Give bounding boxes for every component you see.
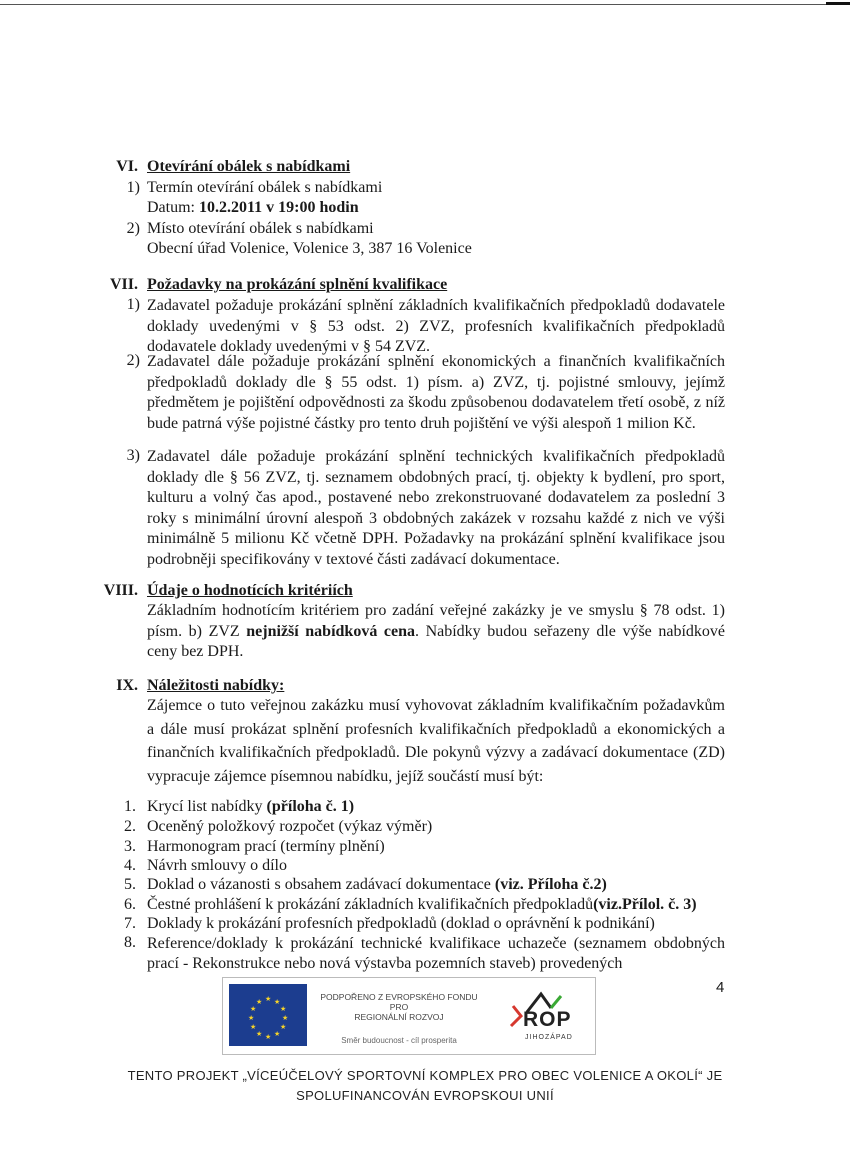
section-vii-title: Požadavky na prokázání splnění kvalifikace (147, 276, 448, 293)
criteria-bold: nejnižší nabídková cena (246, 622, 415, 640)
page-number: 4 (716, 979, 725, 996)
criteria-text-b: . Nabídky budou seřazeny dle výše nabídkové ceny bez DPH. (147, 622, 726, 660)
list-item-3-number: 3. (124, 838, 136, 855)
section-viii-text (147, 601, 725, 663)
list-item-5 (147, 876, 607, 894)
section-ix-text: Zájemce o tuto veřejnou zakázku musí vyhovovat základním kvalifikačním požadavkům a dále musí prokázat splnění profesních kvalifikačních předpokladů a ekonomických a finančních kvalifikačních předpokladů. Dle pokynů výzvy a zadávací dokumentace (ZD) vypracuje zájemce písemnou nabídku, jejíž součástí musí být: (147, 697, 725, 785)
banner-motto: Směr budoucnost - cíl prosperita (341, 1036, 457, 1045)
list-item-7-number: 7. (124, 915, 136, 932)
rop-region: JIHOZÁPAD (525, 1034, 573, 1041)
section-vii-item2-text: Zadavatel dále požaduje prokázání splnění ekonomických a finančních kvalifikačních předpokladů doklady dle § 55 odst. 1) písm. a) ZVZ, tj. pojistné smlouvy, jejímž předmětem je pojištění odpovědnosti za škodu způsobenou dodavatelem třetí osobě, z níž bude patrná výše pojistné částky pro tento druh pojištění ve výši alespoň 1 milion Kč. (147, 353, 725, 432)
list-item-8: Reference/doklady k prokázání technické kvalifikace uchazeče (seznamem obdobných prací - Rekonstrukce nebo nová výstavba pozemních staveb) provedených (147, 935, 725, 972)
banner-line-3: REGIONÁLNÍ ROZVOJ (354, 1012, 444, 1022)
list-item-8-number: 8. (124, 934, 136, 951)
list-item-6-number: 6. (124, 896, 136, 913)
list-item-5-number: 5. (124, 876, 136, 893)
section-viii-title: Údaje o hodnotících kritériích (147, 582, 353, 599)
criteria-text-a: Základním hodnotícím kritériem pro zadání veřejné zakázky je ve smyslu § 78 odst. 1) písm. b) ZVZ (147, 602, 725, 640)
rop-name: ROP (523, 1008, 572, 1031)
section-vi-title: Otevírání obálek s nabídkami (147, 158, 351, 175)
banner-line-2: PRO (389, 1002, 409, 1012)
list-item-2: Oceněný položkový rozpočet (výkaz výměr) (147, 818, 433, 835)
funding-banner (222, 977, 596, 1055)
section-vi-item1-number: 1) (126, 179, 140, 196)
list-item-5-text: Doklad o vázanosti s obsahem zadávací dokumentace (147, 876, 495, 893)
list-item-4-number: 4. (124, 857, 136, 874)
list-item-1-number: 1. (124, 798, 136, 815)
section-ix-title: Náležitosti nabídky: (147, 677, 285, 694)
section-vii-item1-text: Zadavatel požaduje prokázání splnění základních kvalifikačních předpokladů dodavatele doklady uvedenými v § 53 odst. 2) ZVZ, profesních kvalifikačních předpokladů dodavatele doklady uvedenými v § 54 ZVZ. (147, 297, 725, 355)
footer-line-2: SPOLUFINANCOVÁN EVROPSKOUI UNIÍ (296, 1088, 554, 1103)
list-item-7: Doklady k prokázání profesních předpokladů (doklad o oprávnění k podnikání) (147, 915, 655, 932)
section-vii-item3-text: Zadavatel dále požaduje prokázání splnění technických kvalifikačních předpokladů doklady dle § 56 ZVZ, tj. seznamem obdobných prací, tj. objekty k bydlení, pro sport, kulturu a volný čas apod., postavené nebo zrekonstruované dodavatelem za poslední 3 roky s minimální úrovní alespoň 3 obdobných zakázek v rozsahu každé z nich ve výši minimálně 5 milionu Kč včetně DPH. Požadavky na prokázání splnění kvalifikace jsou podrobněji specifikovány v textové části zadávací dokumentace. (147, 448, 725, 568)
section-vii-item3-number: 3) (126, 447, 140, 464)
section-vi-item2-text: Místo otevírání obálek s nabídkami (147, 220, 374, 237)
section-vii-number: VII. (109, 276, 138, 293)
list-item-1 (147, 798, 354, 816)
top-corner-mark (826, 2, 850, 5)
date-label: Datum: (147, 199, 199, 216)
list-item-6-bold: (viz.Přílol. č. 3) (593, 896, 697, 913)
banner-text (313, 992, 485, 1022)
section-vii-item2-number: 2) (126, 352, 140, 369)
section-vi-item1-text: Termín otevírání obálek s nabídkami (147, 179, 383, 196)
opening-date: 10.2.2011 v 19:00 hodin (199, 199, 359, 216)
section-vi-number: VI. (116, 158, 138, 175)
eu-flag-logo: ★ ★ ★ ★ ★ ★ ★ ★ ★ ★ ★ ★ (229, 984, 307, 1046)
list-item-3: Harmonogram prací (termíny plnění) (147, 838, 385, 855)
section-vi-place: Obecní úřad Volenice, Volenice 3, 387 16 Volenice (147, 240, 472, 257)
list-item-2-number: 2. (124, 818, 136, 835)
top-border-line (0, 4, 850, 5)
list-item-6-text: Čestné prohlášení k prokázání základních kvalifikačních předpokladů (147, 896, 594, 913)
section-vi-date-line (147, 199, 359, 217)
section-ix-number: IX. (116, 677, 138, 694)
list-item-1-text: Krycí list nabídky (147, 798, 267, 815)
list-item-6 (147, 896, 697, 914)
list-item-5-bold: (viz. Příloha č.2) (494, 876, 607, 893)
section-viii-number: VIII. (103, 582, 138, 599)
list-item-4: Návrh smlouvy o dílo (147, 857, 287, 874)
list-item-1-bold: (příloha č. 1) (266, 798, 355, 815)
section-vi-item2-number: 2) (126, 220, 140, 237)
footer-line-1: TENTO PROJEKT „VÍCEÚČELOVÝ SPORTOVNÍ KOMPLEX PRO OBEC VOLENICE A OKOLÍ“ JE (127, 1068, 723, 1083)
section-vii-item1-number: 1) (126, 296, 140, 313)
banner-line-1: PODPOŘENO Z EVROPSKÉHO FONDU (320, 992, 478, 1002)
